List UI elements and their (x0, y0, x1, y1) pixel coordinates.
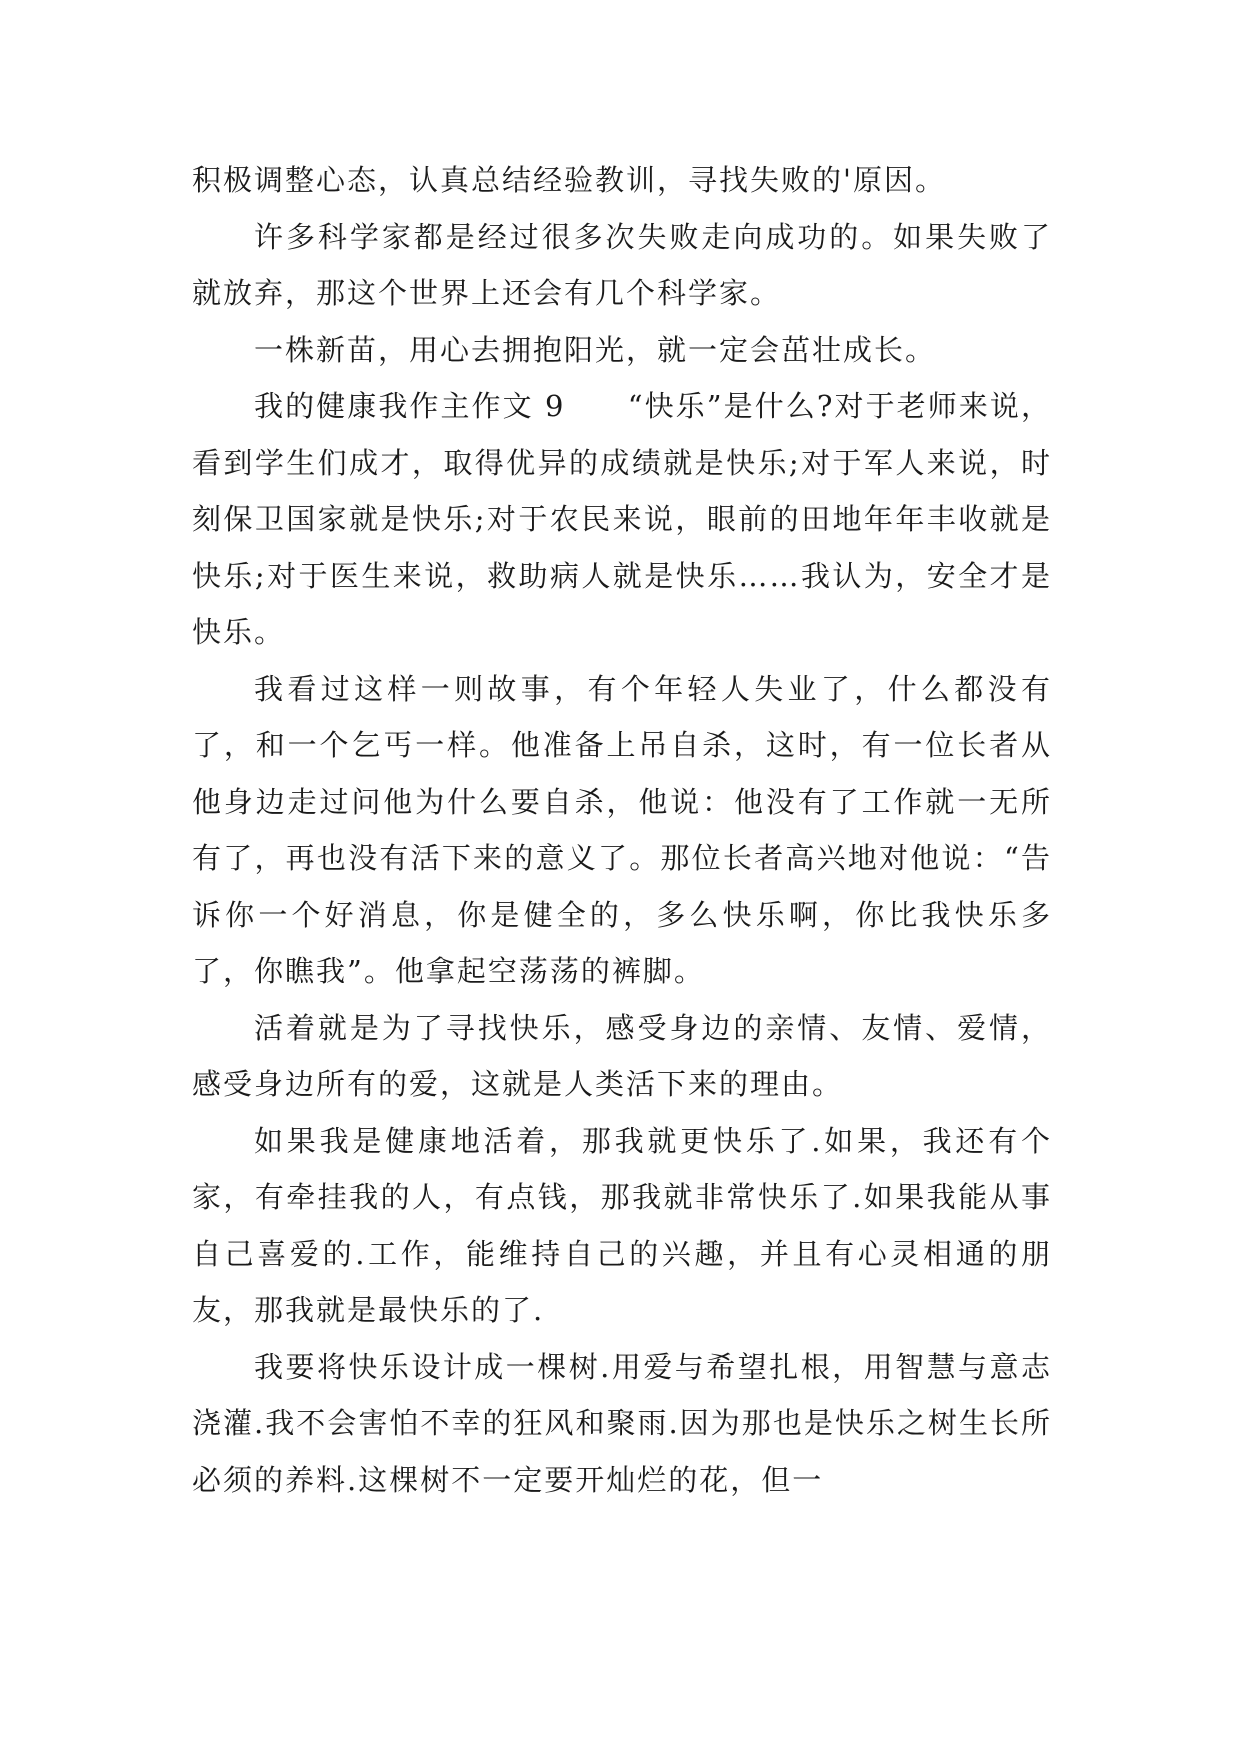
paragraph-continuation: 积极调整心态，认真总结经验教训，寻找失败的'原因。 (192, 163, 946, 197)
paragraph: 许多科学家都是经过很多次失败走向成功的。如果失败了就放弃，那这个世界上还会有几个科学家。 (192, 219, 1052, 310)
paragraph: 一株新苗，用心去拥抱阳光，就一定会茁壮成长。 (254, 332, 937, 367)
paragraph: 我看过这样一则故事，有个年轻人失业了，什么都没有了，和一个乞丐一样。他准备上吊自杀，这时，有一位长者从他身边走过问他为什么要自杀，他说：他没有了工作就一无所有了，再也没有活下来的意义了。那位长者高兴地对他说：“告诉你一个好消息，你是健全的，多么快乐啊，你比我快乐多了，你瞧我”。他拿起空荡荡的裤脚。 (192, 671, 1052, 988)
document-body (192, 152, 1052, 1508)
paragraph: 我要将快乐设计成一棵树.用爱与希望扎根，用智慧与意志浇灌.我不会害怕不幸的狂风和聚雨.因为那也是快乐之树生长所必须的养料.这棵树不一定要开灿烂的花，但一 (192, 1349, 1052, 1497)
paragraph-essay-heading: 我的健康我作主作文 9 “快乐”是什么?对于老师来说，看到学生们成才，取得优异的成绩就是快乐;对于军人来说，时刻保卫国家就是快乐;对于农民来说，眼前的田地年年丰收就是快乐;对于医生来说，救助病人就是快乐……我认为，安全才是快乐。 (192, 389, 1052, 649)
paragraph: 如果我是健康地活着，那我就更快乐了.如果，我还有个家，有牵挂我的人，有点钱，那我就非常快乐了.如果我能从事自己喜爱的.工作，能维持自己的兴趣，并且有心灵相通的朋友，那我就是最快乐的了. (192, 1123, 1052, 1327)
paragraph: 活着就是为了寻找快乐，感受身边的亲情、友情、爱情，感受身边所有的爱，这就是人类活下来的理由。 (192, 1010, 1052, 1101)
